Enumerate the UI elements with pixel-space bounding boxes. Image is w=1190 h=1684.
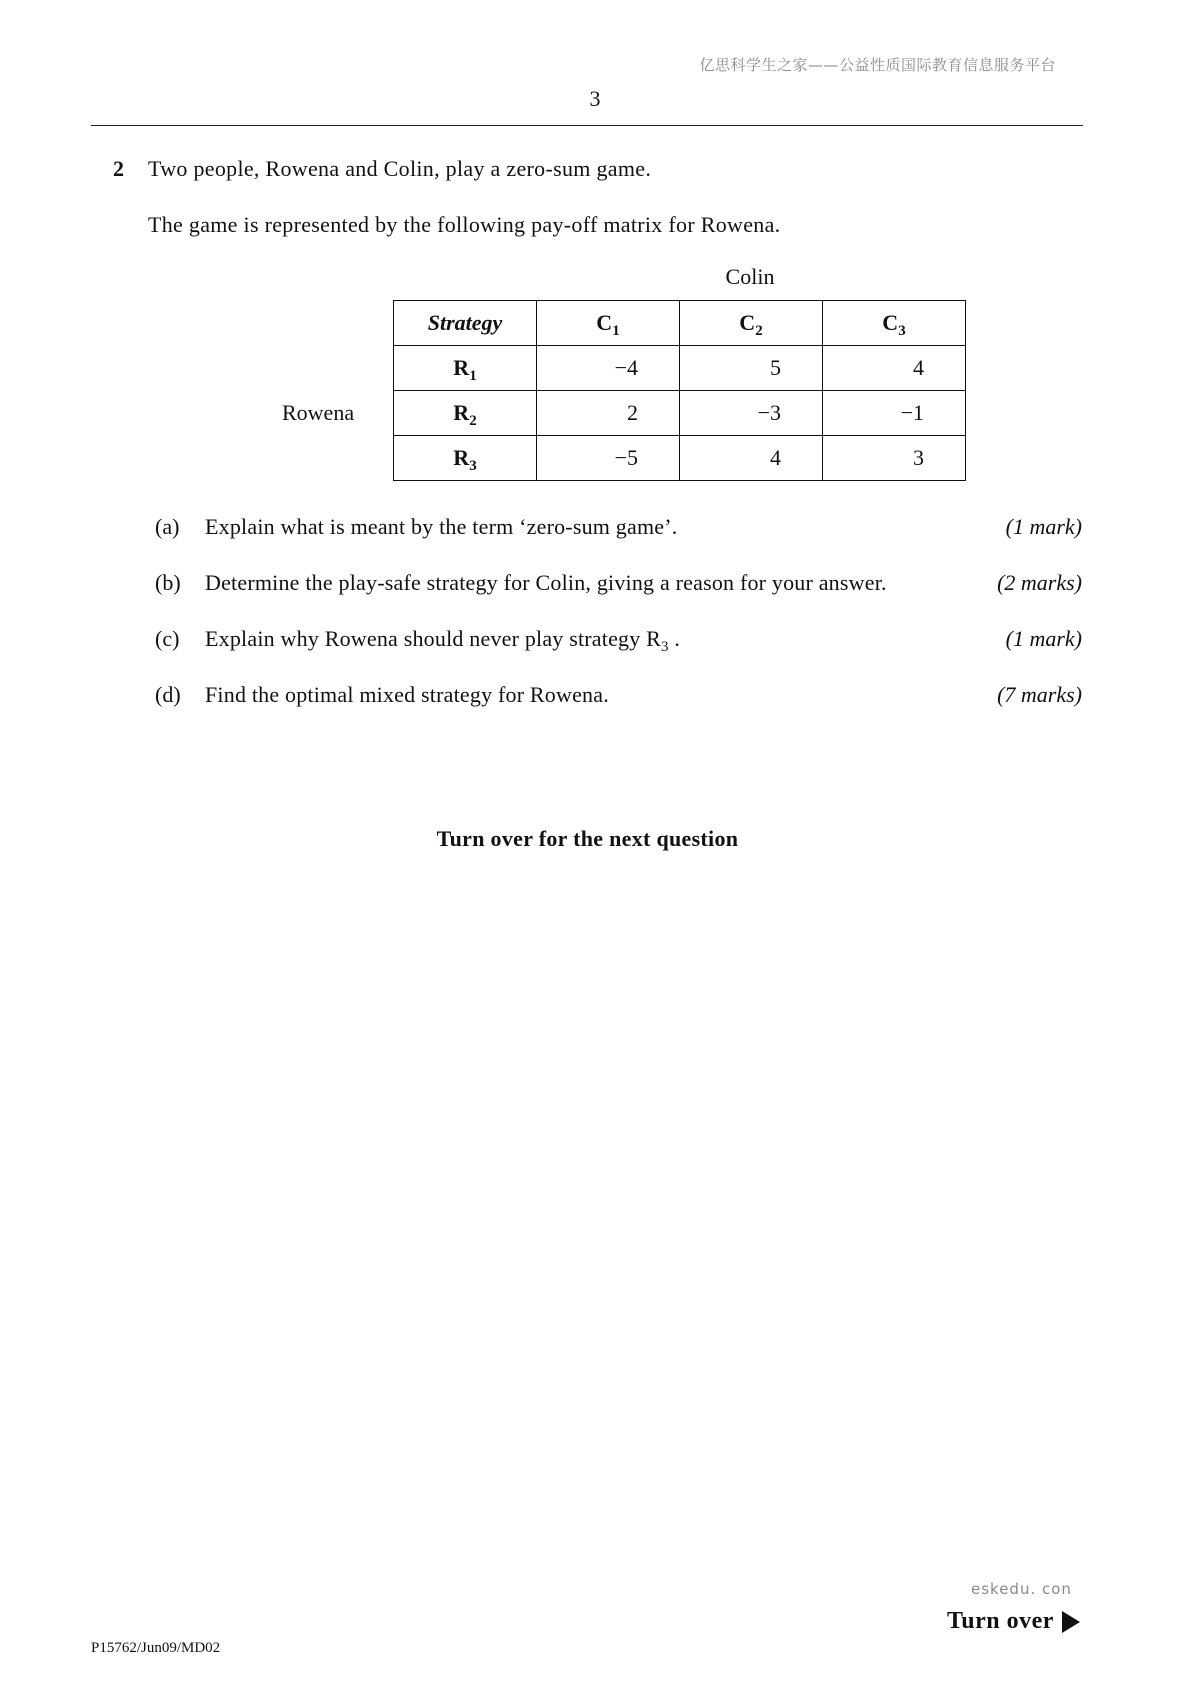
- question-intro: Two people, Rowena and Colin, play a zero-sum game.: [148, 156, 652, 181]
- part-a-label: (a): [155, 514, 180, 539]
- turn-over-next-question: Turn over for the next question: [436, 826, 739, 851]
- part-b-text: Determine the play-safe strategy for Colin, giving a reason for your answer.: [205, 570, 887, 595]
- part-c-text-main: Explain why Rowena should never play strategy R: [205, 626, 662, 651]
- part-d-text: Find the optimal mixed strategy for Rowena.: [205, 682, 609, 707]
- column-letter: C: [596, 310, 613, 335]
- watermark-top: 亿思科学生之家——公益性质国际教育信息服务平台: [699, 56, 1056, 74]
- column-subscript: 2: [755, 323, 763, 339]
- row-letter: R: [453, 355, 470, 380]
- turn-over-label: Turn over: [947, 1608, 1054, 1634]
- question-number: 2: [113, 156, 124, 181]
- cell-value: 4: [913, 355, 924, 380]
- matrix-cell: [537, 436, 680, 481]
- cell-value: 4: [770, 445, 781, 470]
- matrix-column-header: [680, 301, 823, 346]
- matrix-column-header: [823, 301, 966, 346]
- matrix-row: [394, 346, 966, 391]
- cell-value: −1: [900, 400, 924, 425]
- part-d-marks: (7 marks): [997, 682, 1082, 707]
- column-player-label: Colin: [725, 264, 775, 289]
- matrix-corner-cell: Strategy: [394, 301, 537, 346]
- matrix-cell: [823, 391, 966, 436]
- column-subscript: 1: [612, 323, 620, 339]
- matrix-cell: [680, 436, 823, 481]
- column-subscript: 3: [898, 323, 906, 339]
- question-intro-matrix: The game is represented by the following pay-off matrix for Rowena.: [148, 212, 781, 237]
- page-number: 3: [589, 86, 601, 111]
- turn-over-prompt: [947, 1608, 1080, 1635]
- paper-code: P15762/Jun09/MD02: [91, 1640, 221, 1656]
- matrix-cell: [823, 436, 966, 481]
- matrix-cell: [537, 391, 680, 436]
- matrix-row-header: [394, 346, 537, 391]
- part-c-text-end: .: [668, 626, 681, 651]
- matrix-row: [394, 436, 966, 481]
- cell-value: 5: [770, 355, 781, 380]
- matrix-row: [394, 391, 966, 436]
- matrix-cell: [680, 391, 823, 436]
- matrix-column-header: [537, 301, 680, 346]
- cell-value: 2: [627, 400, 638, 425]
- row-subscript: 2: [469, 413, 477, 429]
- row-letter: R: [453, 445, 470, 470]
- cell-value: −4: [614, 355, 638, 380]
- part-a-text: Explain what is meant by the term ‘zero-sum game’.: [205, 514, 678, 539]
- row-letter: R: [453, 400, 470, 425]
- column-letter: C: [882, 310, 899, 335]
- part-c-subscript: 3: [661, 639, 669, 655]
- cell-value: 3: [913, 445, 924, 470]
- payoff-matrix: [393, 300, 966, 481]
- part-a-marks: (1 mark): [1005, 514, 1082, 539]
- part-d-label: (d): [155, 682, 181, 707]
- matrix-row-header: [394, 391, 537, 436]
- cell-value: −3: [757, 400, 781, 425]
- row-subscript: 1: [469, 368, 477, 384]
- arrow-right-icon: [1062, 1611, 1080, 1633]
- part-b-label: (b): [155, 570, 181, 595]
- row-subscript: 3: [469, 458, 477, 474]
- watermark-bottom: eskedu. con: [971, 1580, 1072, 1598]
- column-letter: C: [739, 310, 756, 335]
- part-c-marks: (1 mark): [1005, 626, 1082, 651]
- cell-value: −5: [614, 445, 638, 470]
- matrix-cell: [823, 346, 966, 391]
- part-c-text: [205, 626, 681, 655]
- matrix-header-row: [394, 301, 966, 346]
- header-rule: [91, 125, 1083, 126]
- matrix-cell: [537, 346, 680, 391]
- matrix-row-header: [394, 436, 537, 481]
- part-c-label: (c): [155, 626, 180, 651]
- part-b-marks: (2 marks): [997, 570, 1082, 595]
- row-player-label: Rowena: [282, 400, 355, 425]
- matrix-cell: [680, 346, 823, 391]
